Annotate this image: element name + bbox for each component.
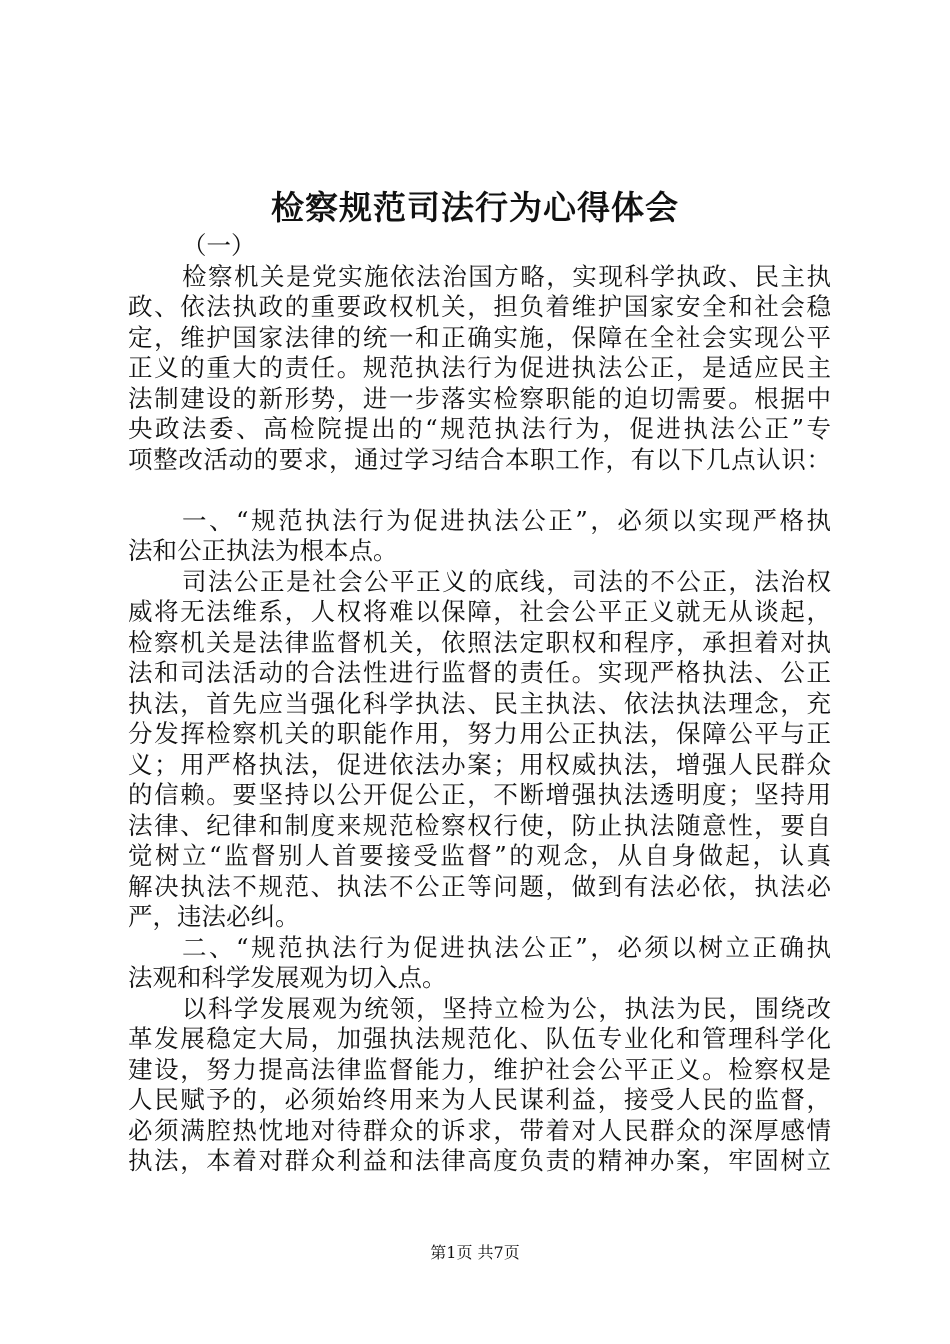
- text-line: 司法公正是社会公平正义的底线，司法的不公正，法治权: [182, 566, 831, 596]
- text-line: 义；用严格执法，促进依法办案；用权威执法，增强人民群众: [128, 749, 831, 779]
- text-line: 威将无法维系，人权将难以保障，社会公平正义就无从谈起，: [128, 597, 831, 626]
- text-line: 一、“规范执法行为促进执法公正”，必须以实现严格执: [182, 505, 831, 535]
- text-line: 正义的重大的责任。规范执法行为促进执法公正，是适应民主: [128, 353, 831, 382]
- text-line: 解决执法不规范、执法不公正等问题，做到有法必依，执法必: [128, 871, 831, 901]
- text-line: 以科学发展观为统领，坚持立检为公，执法为民，围绕改: [182, 993, 831, 1023]
- text-line: 法观和科学发展观为切入点。: [128, 963, 447, 992]
- text-line: 二、“规范执法行为促进执法公正”，必须以树立正确执: [182, 932, 831, 962]
- text-line: （一）: [182, 231, 256, 260]
- text-line: 觉树立“监督别人首要接受监督”的观念，从自身做起，认真: [128, 841, 831, 870]
- text-line: 的信赖。要坚持以公开促公正，不断增强执法透明度；坚持用: [128, 780, 831, 809]
- text-line: 执法，本着对群众利益和法律高度负责的精神办案，牢固树立: [128, 1146, 831, 1175]
- text-line: 法制建设的新形势，进一步落实检察职能的迫切需要。根据中: [128, 383, 831, 413]
- text-line: 建设，努力提高法律监督能力，维护社会公平正义。检察权是: [128, 1054, 831, 1084]
- text-line: 人民赋予的，必须始终用来为人民谋利益，接受人民的监督，: [128, 1085, 831, 1114]
- page-title: 检察规范司法行为心得体会: [271, 188, 679, 227]
- blank-line: [128, 475, 831, 506]
- text-line: 检察机关是党实施依法治国方略，实现科学执政、民主执: [182, 261, 831, 291]
- text-line: 法律、纪律和制度来规范检察权行使，防止执法随意性，要自: [128, 810, 831, 840]
- text-line: 定，维护国家法律的统一和正确实施，保障在全社会实现公平: [128, 322, 831, 352]
- document-body: [128, 231, 831, 1177]
- text-line: 项整改活动的要求，通过学习结合本职工作，有以下几点认识：: [128, 444, 831, 474]
- text-line: 法和司法活动的合法性进行监督的责任。实现严格执法、公正: [128, 658, 831, 687]
- text-line: 法和公正执法为根本点。: [128, 536, 398, 565]
- text-line: 分发挥检察机关的职能作用，努力用公正执法，保障公平与正: [128, 719, 831, 748]
- text-line: 执法，首先应当强化科学执法、民主执法、依法执法理念，充: [128, 688, 831, 718]
- text-line: 央政法委、高检院提出的“规范执法行为，促进执法公正”专: [128, 414, 831, 443]
- text-line: 严，违法必纠。: [128, 902, 300, 931]
- text-line: 政、依法执政的重要政权机关，担负着维护国家安全和社会稳: [128, 292, 831, 321]
- text-line: 必须满腔热忱地对待群众的诉求，带着对人民群众的深厚感情: [128, 1115, 831, 1145]
- text-line: 革发展稳定大局，加强执法规范化、队伍专业化和管理科学化: [128, 1024, 831, 1053]
- page-footer: 第1页 共7页: [430, 1243, 520, 1262]
- text-line: 检察机关是法律监督机关，依照法定职权和程序，承担着对执: [128, 627, 831, 657]
